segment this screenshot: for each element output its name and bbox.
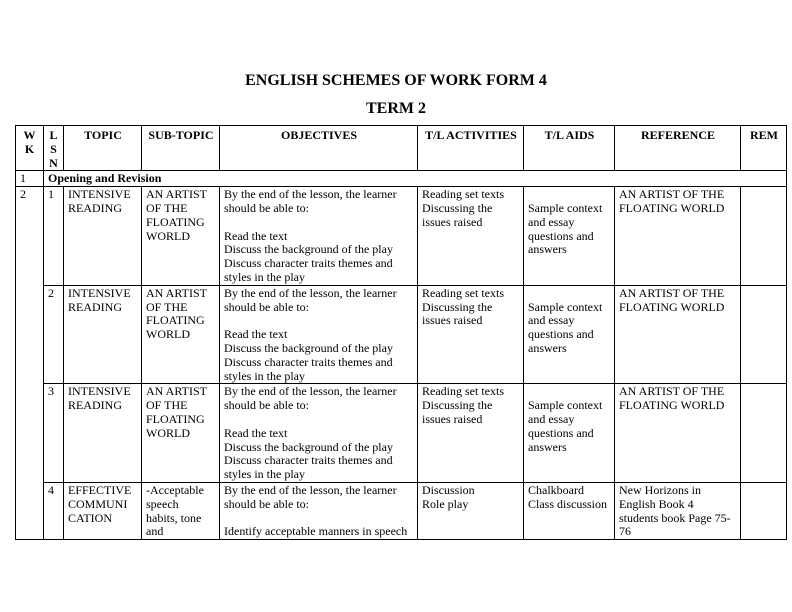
objective-line: Discuss the background of the play	[224, 242, 393, 257]
activity-line: Role play	[422, 496, 469, 511]
topic-line: READING	[68, 200, 122, 215]
section-label: Opening and Revision	[44, 171, 787, 187]
reference-cell	[615, 285, 741, 384]
objective-line: Discuss character traits themes and	[224, 453, 393, 468]
header-objectives: OBJECTIVES	[220, 126, 418, 171]
subtopic-line: AN ARTIST	[146, 285, 207, 300]
objective-line: Identify acceptable manners in speech	[224, 524, 408, 539]
reference-line: FLOATING WORLD	[619, 200, 725, 215]
activity-line: Reading set texts	[422, 285, 504, 300]
objectives-intro-line: should be able to:	[224, 398, 309, 413]
objective-line: styles in the play	[224, 368, 305, 383]
subtopic-line: OF THE	[146, 200, 188, 215]
reference-line: AN ARTIST OF THE	[619, 285, 725, 300]
header-wk	[16, 126, 44, 171]
header-row	[16, 126, 787, 171]
subtopic-line: WORLD	[146, 228, 190, 243]
activities-cell	[418, 482, 524, 539]
subtopic-line: FLOATING	[146, 313, 205, 328]
header-aids: T/L AIDS	[524, 126, 615, 171]
header-lsn-label: L S N	[49, 128, 58, 170]
objectives-intro-line: By the end of the lesson, the learner	[224, 187, 397, 202]
objective-line: Discuss character traits themes and	[224, 256, 393, 271]
objective-line: Read the text	[224, 425, 288, 440]
document-title: ENGLISH SCHEMES OF WORK FORM 4	[245, 72, 547, 89]
activities-cell	[418, 285, 524, 384]
table-row	[16, 482, 787, 539]
lesson-cell: 4	[44, 482, 64, 539]
header-subtopic: SUB-TOPIC	[142, 126, 220, 171]
aid-line: and essay	[528, 411, 575, 426]
subtopic-line: habits, tone	[146, 510, 202, 525]
objectives-cell	[220, 187, 418, 286]
topic-cell	[64, 482, 142, 539]
aid-line: Chalkboard	[528, 482, 584, 497]
subtopic-line: AN ARTIST	[146, 187, 207, 202]
aid-line: questions and	[528, 425, 594, 440]
objective-line: Discuss the background of the play	[224, 439, 393, 454]
activities-cell	[418, 187, 524, 286]
subtopic-line: OF THE	[146, 398, 188, 413]
reference-line: 76	[619, 524, 631, 539]
subtopic-line: FLOATING	[146, 214, 205, 229]
header-topic: TOPIC	[64, 126, 142, 171]
aid-line: questions and	[528, 327, 594, 342]
week-cell: 2	[16, 187, 44, 540]
activity-line: Reading set texts	[422, 187, 504, 202]
table-row	[16, 384, 787, 483]
reference-line: AN ARTIST OF THE	[619, 384, 725, 399]
reference-line: English Book 4	[619, 496, 694, 511]
objectives-intro-line: should be able to:	[224, 200, 309, 215]
topic-line: READING	[68, 398, 122, 413]
reference-line: students book Page 75-	[619, 510, 731, 525]
subtopic-line: OF THE	[146, 299, 188, 314]
aid-line: Sample context	[528, 299, 603, 314]
aids-cell	[524, 285, 615, 384]
aid-line: Sample context	[528, 200, 603, 215]
remarks-cell	[741, 482, 787, 539]
aid-line: Sample context	[528, 398, 603, 413]
reference-cell	[615, 187, 741, 286]
subtopic-cell	[142, 384, 220, 483]
activities-cell	[418, 384, 524, 483]
objective-line: Discuss the background of the play	[224, 340, 393, 355]
activity-line: issues raised	[422, 411, 483, 426]
aid-line: and essay	[528, 214, 575, 229]
topic-line: INTENSIVE	[68, 384, 131, 399]
topic-line: INTENSIVE	[68, 285, 131, 300]
topic-cell	[64, 285, 142, 384]
objective-line: Read the text	[224, 327, 288, 342]
remarks-cell	[741, 384, 787, 483]
reference-line: AN ARTIST OF THE	[619, 187, 725, 202]
aid-line: questions and	[528, 228, 594, 243]
activity-line: Discussing the	[422, 299, 493, 314]
aid-line: answers	[528, 340, 567, 355]
header-wk-label: W K	[23, 128, 36, 156]
aid-line: answers	[528, 242, 567, 257]
subtopic-cell	[142, 187, 220, 286]
objective-line: styles in the play	[224, 467, 305, 482]
activity-line: Discussion	[422, 482, 475, 497]
table-row	[16, 285, 787, 384]
topic-line: EFFECTIVE	[68, 482, 132, 497]
objective-line: Read the text	[224, 228, 288, 243]
activity-line: Discussing the	[422, 200, 493, 215]
subtopic-cell	[142, 482, 220, 539]
aid-line: and essay	[528, 313, 575, 328]
topic-cell	[64, 384, 142, 483]
section-row	[16, 171, 787, 187]
header-activities: T/L ACTIVITIES	[418, 126, 524, 171]
objectives-intro-line: By the end of the lesson, the learner	[224, 384, 397, 399]
header-reference: REFERENCE	[615, 126, 741, 171]
subtopic-line: and	[146, 524, 164, 539]
subtopic-line: WORLD	[146, 425, 190, 440]
reference-line: New Horizons in	[619, 482, 701, 497]
objective-line: styles in the play	[224, 269, 305, 284]
topic-cell	[64, 187, 142, 286]
objectives-intro-line: should be able to:	[224, 496, 309, 511]
header-rem: REM	[741, 126, 787, 171]
remarks-cell	[741, 187, 787, 286]
lesson-cell: 3	[44, 384, 64, 483]
activity-line: issues raised	[422, 214, 483, 229]
aids-cell	[524, 482, 615, 539]
reference-cell	[615, 384, 741, 483]
aids-cell	[524, 187, 615, 286]
subtopic-line: -Acceptable	[146, 482, 204, 497]
table-row	[16, 187, 787, 286]
objectives-cell	[220, 285, 418, 384]
section-week: 1	[16, 171, 44, 187]
objectives-intro-line: should be able to:	[224, 299, 309, 314]
objectives-cell	[220, 482, 418, 539]
objectives-intro-line: By the end of the lesson, the learner	[224, 285, 397, 300]
subtopic-line: FLOATING	[146, 411, 205, 426]
subtopic-line: speech	[146, 496, 179, 511]
reference-line: FLOATING WORLD	[619, 299, 725, 314]
aid-line: Class discussion	[528, 496, 608, 511]
remarks-cell	[741, 285, 787, 384]
reference-cell	[615, 482, 741, 539]
topic-line: READING	[68, 299, 122, 314]
topic-line: COMMUNI	[68, 496, 128, 511]
subtopic-line: AN ARTIST	[146, 384, 207, 399]
activity-line: Reading set texts	[422, 384, 504, 399]
header-lsn	[44, 126, 64, 171]
subtopic-cell	[142, 285, 220, 384]
objectives-intro-line: By the end of the lesson, the learner	[224, 482, 397, 497]
activity-line: issues raised	[422, 313, 483, 328]
topic-line: INTENSIVE	[68, 187, 131, 202]
schemes-table	[15, 125, 787, 540]
aid-line: answers	[528, 439, 567, 454]
lesson-cell: 1	[44, 187, 64, 286]
activity-line: Discussing the	[422, 398, 493, 413]
aids-cell	[524, 384, 615, 483]
objectives-cell	[220, 384, 418, 483]
topic-line: CATION	[68, 510, 112, 525]
objective-line: Discuss character traits themes and	[224, 354, 393, 369]
reference-line: FLOATING WORLD	[619, 398, 725, 413]
subtopic-line: WORLD	[146, 327, 190, 342]
document-subtitle: TERM 2	[366, 100, 426, 117]
lesson-cell: 2	[44, 285, 64, 384]
